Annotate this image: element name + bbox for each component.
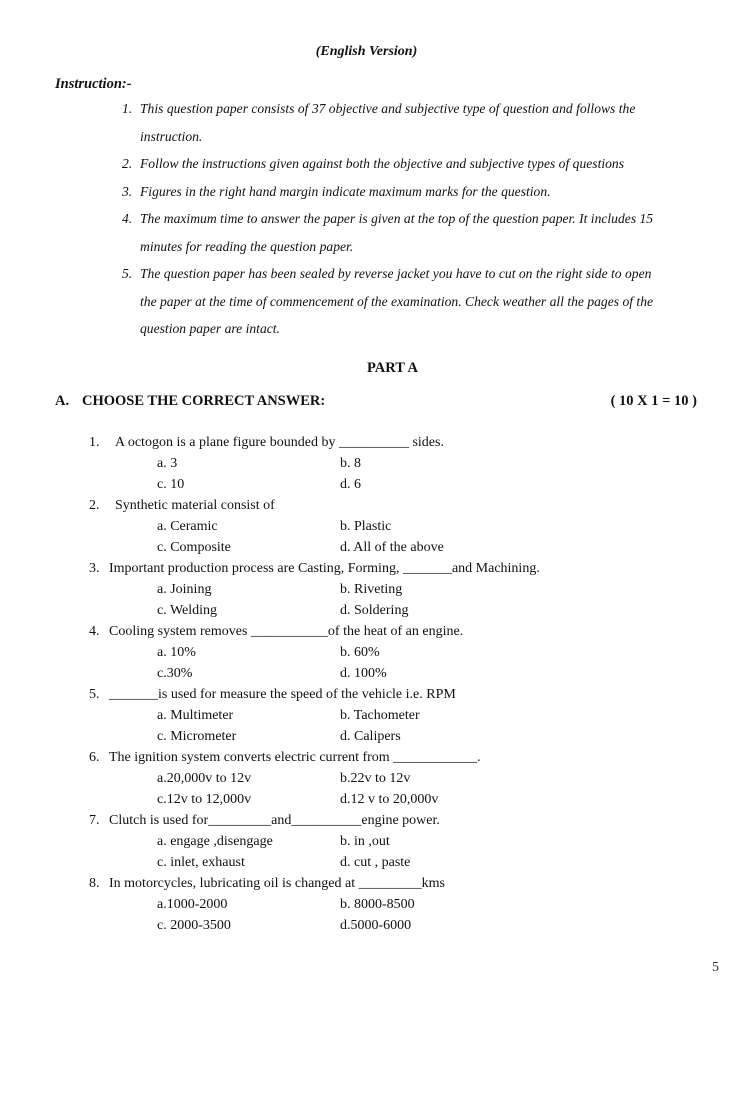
section-title: CHOOSE THE CORRECT ANSWER:	[82, 393, 326, 409]
instruction-line: This question paper consists of 37 objective and subjective type of question and follows the	[140, 101, 636, 116]
question-number: 2.	[89, 498, 100, 513]
option-row	[0, 600, 733, 621]
instruction-line: instruction.	[140, 128, 203, 144]
option-d: d. 6	[340, 477, 361, 492]
instruction-line: The maximum time to answer the paper is given at the top of the question paper. It includes 15	[140, 211, 654, 226]
option-row	[0, 831, 733, 852]
section-letter: A.	[55, 393, 70, 409]
question-number: 1.	[89, 435, 100, 450]
question-row	[0, 621, 733, 642]
question-number: 4.	[89, 624, 100, 639]
option-a: a.1000-2000	[157, 897, 228, 912]
option-row	[0, 474, 733, 495]
option-row	[0, 537, 733, 558]
instruction-line: Figures in the right hand margin indicate maximum marks for the question.	[140, 183, 551, 199]
option-b: b. 60%	[340, 645, 380, 660]
question-text: Clutch is used for_________and__________engine power.	[109, 813, 440, 828]
option-c: c. Micrometer	[157, 729, 237, 744]
instructions-heading: Instruction:-	[55, 76, 132, 92]
question-list	[0, 432, 733, 936]
question-row	[0, 873, 733, 894]
option-d: d. All of the above	[340, 540, 444, 555]
section-marks: ( 10 X 1 = 10 )	[610, 393, 697, 409]
question-number: 8.	[89, 876, 100, 891]
option-a: a. Ceramic	[157, 519, 218, 534]
instruction-number: 5.	[122, 266, 133, 281]
option-b: b.22v to 12v	[340, 771, 411, 786]
option-row	[0, 642, 733, 663]
option-c: c. inlet, exhaust	[157, 855, 245, 870]
option-row	[0, 663, 733, 684]
instruction-item	[120, 205, 720, 260]
question-text: A octogon is a plane figure bounded by __________ sides.	[115, 435, 444, 450]
question-text: Important production process are Casting, Forming, _______and Machining.	[109, 561, 540, 576]
instruction-line: question paper are intact.	[140, 321, 280, 336]
option-c: c. 10	[157, 477, 185, 492]
instruction-number: 3.	[122, 183, 133, 199]
option-a: a. engage ,disengage	[157, 834, 273, 849]
option-a: a. 10%	[157, 645, 196, 660]
instruction-item	[120, 260, 720, 343]
option-c: c. Composite	[157, 540, 231, 555]
question-number: 3.	[89, 561, 100, 576]
version-label: (English Version)	[315, 44, 418, 59]
option-row	[0, 852, 733, 873]
instruction-line: the paper at the time of commencement of the examination. Check weather all the pages of the	[140, 293, 654, 309]
option-b: b. Plastic	[340, 519, 392, 534]
option-row	[0, 726, 733, 747]
instruction-number: 2.	[122, 156, 133, 171]
part-title: PART A	[367, 360, 418, 376]
option-row	[0, 453, 733, 474]
question-row	[0, 810, 733, 831]
question-text: Synthetic material consist of	[115, 498, 275, 513]
question-number: 6.	[89, 750, 100, 765]
question-text: _______is used for measure the speed of the vehicle i.e. RPM	[109, 687, 456, 702]
instruction-line: Follow the instructions given against both the objective and subjective types of questions	[140, 156, 625, 171]
option-row	[0, 915, 733, 936]
page-number: 5	[712, 960, 719, 975]
question-row	[0, 747, 733, 768]
question-text: In motorcycles, lubricating oil is changed at _________kms	[109, 876, 445, 891]
option-b: b. in ,out	[340, 834, 390, 849]
option-a: a. Multimeter	[157, 708, 234, 723]
instructions-list	[120, 95, 720, 343]
instruction-number: 4.	[122, 211, 133, 226]
option-d: d.12 v to 20,000v	[340, 792, 439, 807]
option-row	[0, 768, 733, 789]
option-c: c. 2000-3500	[157, 918, 231, 933]
option-b: b. Tachometer	[340, 708, 420, 723]
option-d: d. cut , paste	[340, 855, 411, 870]
option-a: a. 3	[157, 456, 178, 471]
option-row	[0, 789, 733, 810]
instruction-number: 1.	[122, 101, 133, 116]
question-text: The ignition system converts electric current from ____________.	[109, 750, 481, 765]
option-a: a.20,000v to 12v	[157, 771, 252, 786]
option-d: d. Calipers	[340, 729, 401, 744]
instruction-item	[120, 150, 720, 178]
option-row	[0, 516, 733, 537]
option-d: d. 100%	[340, 666, 387, 681]
option-d: d. Soldering	[340, 603, 409, 618]
instruction-item	[120, 178, 720, 206]
option-a: a. Joining	[157, 582, 212, 597]
option-b: b. Riveting	[340, 582, 403, 597]
question-row	[0, 432, 733, 453]
question-row	[0, 558, 733, 579]
question-number: 5.	[89, 687, 100, 702]
option-row	[0, 894, 733, 915]
instruction-item	[120, 95, 720, 150]
option-c: c. Welding	[157, 603, 218, 618]
question-number: 7.	[89, 813, 100, 828]
option-b: b. 8000-8500	[340, 897, 415, 912]
question-text: Cooling system removes ___________of the heat of an engine.	[109, 624, 464, 639]
instruction-line: minutes for reading the question paper.	[140, 238, 354, 254]
option-c: c.30%	[157, 666, 193, 681]
instruction-line: The question paper has been sealed by reverse jacket you have to cut on the right side to open	[140, 266, 652, 281]
option-d: d.5000-6000	[340, 918, 412, 933]
section-header	[55, 393, 697, 413]
question-row	[0, 495, 733, 516]
option-row	[0, 705, 733, 726]
option-b: b. 8	[340, 456, 361, 471]
question-row	[0, 684, 733, 705]
option-c: c.12v to 12,000v	[157, 792, 252, 807]
option-row	[0, 579, 733, 600]
